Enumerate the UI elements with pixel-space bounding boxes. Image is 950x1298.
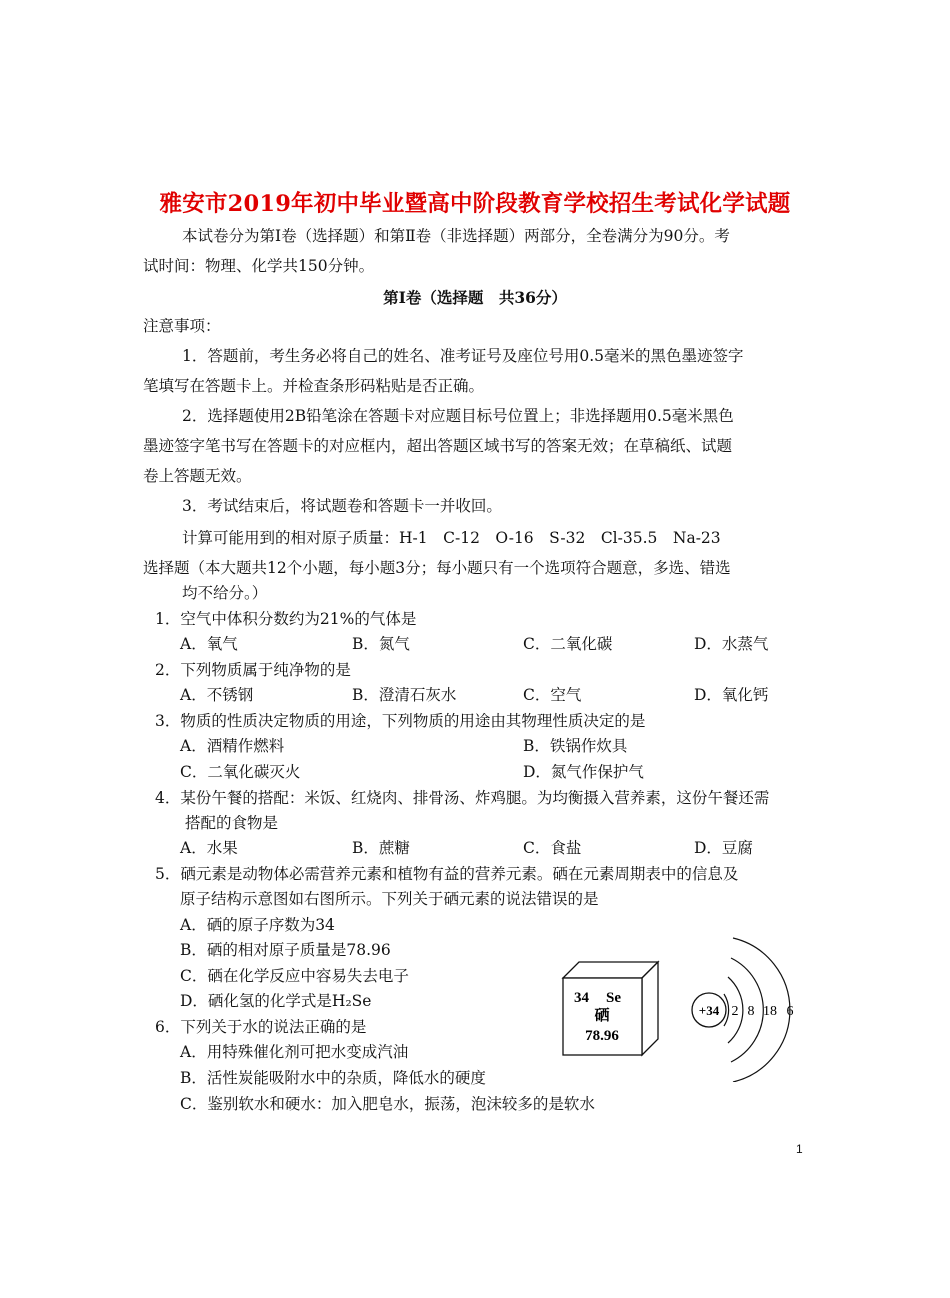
- q2-option-d: D．氧化钙: [694, 686, 769, 704]
- intro-line-1: 本试卷分为第Ⅰ卷（选择题）和第Ⅱ卷（非选择题）两部分，全卷满分为90分。考: [182, 227, 730, 245]
- electron-shell-4: [733, 938, 790, 1082]
- choice-intro-line-1: 选择题（本大题共12个小题，每小题3分；每小题只有一个选项符合题意，多选、错选: [143, 559, 731, 577]
- q3-option-d: D．氮气作保护气: [523, 763, 644, 781]
- q5-option-b: B．硒的相对原子质量是78.96: [180, 941, 391, 959]
- q4-option-a: A．水果: [180, 839, 238, 857]
- element-atomic-number: 34: [574, 990, 589, 1006]
- element-name: 硒: [594, 1008, 610, 1024]
- page-number: 1: [796, 1142, 803, 1156]
- note-2-line-3: 卷上答题无效。: [143, 467, 252, 485]
- q3-option-b: B．铁锅作炊具: [523, 737, 628, 755]
- element-mass: 78.96: [585, 1028, 619, 1044]
- cube-side-face: [642, 962, 658, 1055]
- shell-1-electrons: 2: [731, 1004, 739, 1019]
- q4-stem-line-1: 4．某份午餐的搭配：米饭、红烧肉、排骨汤、炸鸡腿。为均衡摄入营养素，这份午餐还需: [155, 789, 770, 807]
- q6-option-c: C．鉴别软水和硬水：加入肥皂水，振荡，泡沫较多的是软水: [180, 1095, 595, 1113]
- q1-option-c: C．二氧化碳: [523, 635, 613, 653]
- element-box-diagram: [560, 958, 665, 1058]
- note-2-line-2: 墨迹签字笔书写在答题卡的对应框内，超出答题区域书写的答案无效；在草稿纸、试题: [143, 437, 733, 455]
- q2-option-a: A．不锈钢: [180, 686, 254, 704]
- note-1-line-2: 笔填写在答题卡上。并检查条形码粘贴是否正确。: [143, 377, 485, 395]
- q1-option-d: D．水蒸气: [694, 635, 769, 653]
- q5-option-a: A．硒的原子序数为34: [180, 916, 335, 934]
- q2-stem: 2．下列物质属于纯净物的是: [155, 661, 351, 679]
- q5-stem-line-1: 5．硒元素是动物体必需营养元素和植物有益的营养元素。硒在元素周期表中的信息及: [155, 865, 739, 883]
- q5-stem-line-2: 原子结构示意图如右图所示。下列关于硒元素的说法错误的是: [180, 890, 599, 908]
- atomic-masses: 计算可能用到的相对原子质量：H-1 C-12 O-16 S-32 Cl-35.5 Na-23: [182, 529, 721, 547]
- q4-option-d: D．豆腐: [694, 839, 753, 857]
- section-1-title: 第Ⅰ卷（选择题 共36分）: [383, 288, 567, 307]
- q4-option-b: B．蔗糖: [352, 839, 410, 857]
- q3-option-a: A．酒精作燃料: [180, 737, 285, 755]
- note-2-line-1: 2．选择题使用2B铅笔涂在答题卡对应题目标号位置上；非选择题用0.5毫米黑色: [182, 407, 734, 425]
- q1-stem: 1．空气中体积分数约为21%的气体是: [155, 610, 417, 628]
- q3-stem: 3．物质的性质决定物质的用途，下列物质的用途由其物理性质决定的是: [155, 712, 646, 730]
- q4-stem-line-2: 搭配的食物是: [185, 814, 279, 832]
- note-3: 3．考试结束后，将试题卷和答题卡一并收回。: [182, 497, 502, 515]
- notes-heading: 注意事项：: [143, 317, 221, 335]
- q6-option-b: B．活性炭能吸附水中的杂质，降低水的硬度: [180, 1069, 486, 1087]
- q6-stem: 6．下列关于水的说法正确的是: [155, 1018, 367, 1036]
- intro-line-2: 试时间：物理、化学共150分钟。: [143, 257, 375, 275]
- q3-option-c: C．二氧化碳灭火: [180, 763, 301, 781]
- q6-option-a: A．用特殊催化剂可把水变成汽油: [180, 1043, 409, 1061]
- q5-option-c: C．硒在化学反应中容易失去电子: [180, 967, 409, 985]
- q4-option-c: C．食盐: [523, 839, 582, 857]
- element-symbol: Se: [606, 990, 621, 1006]
- note-1-line-1: 1．答题前，考生务必将自己的姓名、准考证号及座位号用0.5毫米的黑色墨迹签字: [182, 347, 744, 365]
- q2-option-c: C．空气: [523, 686, 582, 704]
- nucleus-charge: +34: [698, 1003, 720, 1018]
- shell-4-electrons: 6: [786, 1004, 794, 1019]
- shell-2-electrons: 8: [747, 1004, 755, 1019]
- q1-option-b: B．氮气: [352, 635, 410, 653]
- shell-3-electrons: 18: [763, 1004, 777, 1019]
- atom-structure-diagram: [684, 932, 800, 1082]
- exam-title: 雅安市2019年初中毕业暨高中阶段教育学校招生考试化学试题: [159, 191, 791, 217]
- q1-option-a: A．氧气: [180, 635, 238, 653]
- q2-option-b: B．澄清石灰水: [352, 686, 457, 704]
- q5-option-d: D．硒化氢的化学式是H₂Se: [180, 992, 372, 1010]
- choice-intro-line-2: 均不给分。）: [182, 584, 268, 602]
